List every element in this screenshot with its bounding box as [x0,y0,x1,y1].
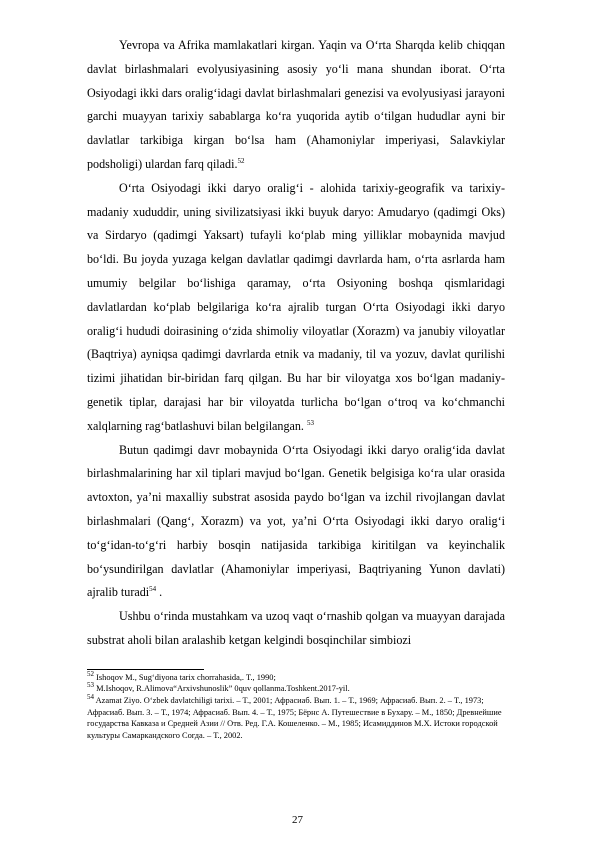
footnote-ref-54[interactable]: 54 [149,585,157,594]
footnote-ref-53[interactable]: 53 [306,418,314,427]
footnote-53: $^{53}$ M.Ishoqov, R.Alimova“Arxivshunoslik” 0quv qollanma.Toshkent.2017-yil. [87,681,350,694]
footnote-ref-52[interactable]: 52 [237,156,245,165]
footnote-52: $^{52}$ Ishoqov M., Sug‘diyona tarix chorrahasida,. T., 1990; [87,669,276,682]
paragraph-1: Yevropa va Afrika mamlakatlari kirgan. Yaqin va O‘rta Sharqda kelib chiqqan davlat birlashmalari evolyusiyasining asosiy yo‘li mana shundan iborat. O‘rta Osiyodagi ikki dars oralig‘idagi davlat birlashmalari genezisi va evolyusiyasi jarayoni garchi muayyan tarixiy sabablarga ko‘ra yuqorida aytib o‘tilgan hududlar ayni bir davlatlar tarkibiga kirgan bo‘lsa ham (Ahamoniylar imperiyasi, Salavkiylar podsholigi) ulardan farq qiladi.$^{52}$ [87,38,505,171]
footnote-54: $^{54}$ Azamat Ziyo. O‘zbek davlatchiligi tarixi. – T., 2001; Афрасиаб. Вып. 1. – Т., 1969; Афрасиаб. Вып. 2. – Т., 1973; Афрасиаб. Вып. 3. – Т., 1974; Афрасиаб. Вып. 4. – Т., 1975; Бёрнс А. Путешествие в Бухару. – М., 1850; Древнейшие государства Кавказа и Средней Азии // Отв. Ред. Г.А. Кошеленко. – М., 1985; Исамиддинов М.Х. Истоки городской культуры Самаркандского Согда. – Т., 2002. [87,693,502,740]
page-number: 27 [292,814,303,826]
page-body [87,34,505,741]
paragraph-2: O‘rta Osiyodagi ikki daryo oralig‘i - alohida tarixiy-geografik va tarixiy-madaniy xududdir, uning sivilizatsiyasi ikki buyuk daryo: Amudaryo (qadimgi Oks) va Sirdaryo (qadimgi Yaksart) tufayli ko‘plab ming yilliklar mobaynida mavjud bo‘ldi. Bu joyda yuzaga kelgan davlatlar qadimgi davrlarda ham, o‘rta asrlarda ham umumiy belgilar bo‘lishiga qaramay, o‘rta Osiyoning boshqa qismlaridagi davlatlardan ko‘plab belgilariga ko‘ra ajralib turgan O‘rta Osiyodagi ikki daryo oralig‘i hududi doirasining o‘zida shimoliy viloyatlar (Xorazm) va janubiy viloyatlar (Baqtriya) ayniqsa qadimgi davrlarda etnik va madaniy, til va yozuv, davlat qurilishi tizimi jihatidan bir-biridan farq qilgan. Bu har bir viloyatga xos bo‘lgan madaniy-genetik tiplar, darajasi har bir viloyatda turlicha bo‘lgan o‘troq va ko‘chmanchi xalqlarning rag‘batlashuvi bilan belgilangan. $^{53}$ [87,180,505,433]
paragraph-4: Ushbu o‘rinda mustahkam va uzoq vaqt o‘rnashib qolgan va muayyan darajada substrat aholi bilan aralashib ketgan kelgindi bosqinchilar simbiozi [87,609,505,647]
footnote-divider [87,669,204,670]
paragraph-3: Butun qadimgi davr mobaynida O‘rta Osiyodagi ikki daryo oralig‘ida davlat birlashmalarining har xil tiplari mavjud bo‘lgan. Genetik belgisiga ko‘ra ular orasida avtoxton, ya’ni maxalliy substrat asosida paydo bo‘lgan va izchil rivojlangan davlat birlashmalari (Qang‘, Xorazm) va yot, ya’ni O‘rta Osiyodagi ikki daryo oralig‘i to‘g‘idan-to‘g‘ri harbiy bosqin natijasida tarkibiga kiritilgan va keyinchalik bo‘ysundirilgan davlatlar (Ahamoniylar imperiyasi, Baqtriyaning Yunon davlati) ajralib turadi$^{54}$ . [87,442,505,600]
